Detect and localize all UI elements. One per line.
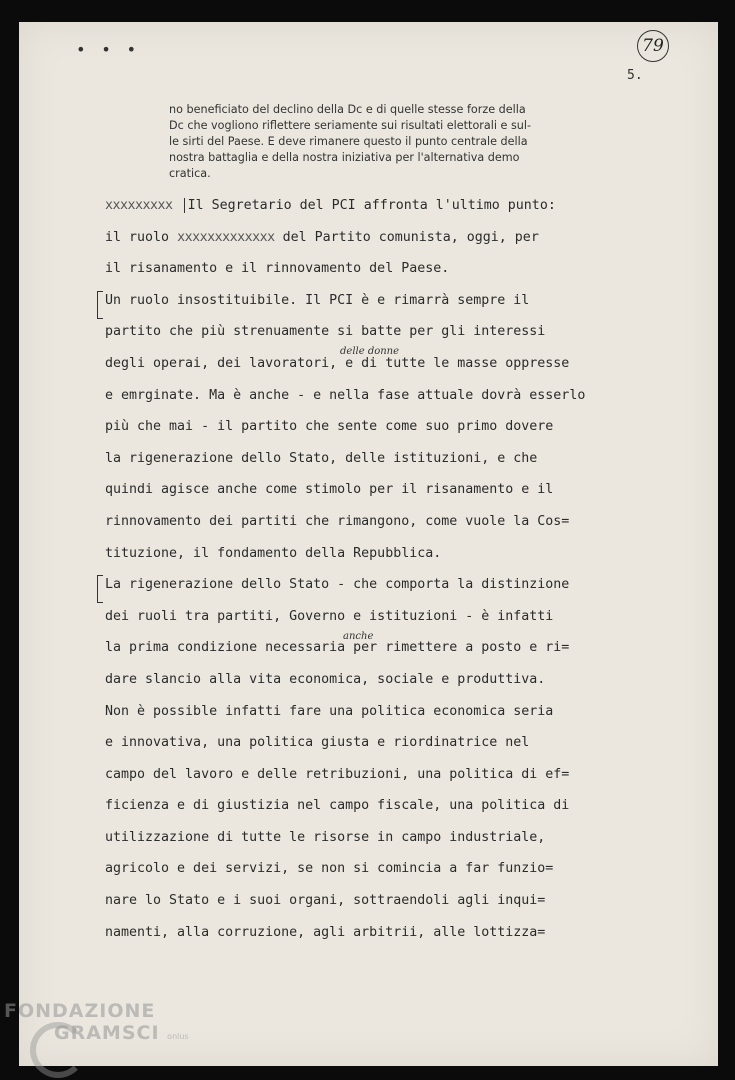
punch-dots: • • • [76, 40, 140, 59]
quote-line: le sirti del Paese. E deve rimanere questo il punto centrale della [169, 135, 528, 148]
body-line: namenti, alla corruzione, agli arbitrii, alle lottizza= [105, 924, 546, 940]
watermark-line1: FONDAZIONE [4, 1000, 156, 1022]
document-page [19, 22, 718, 1066]
paragraph-bracket [97, 291, 103, 319]
watermark-gramsci: GRAMSCI [54, 1022, 160, 1044]
body-line [105, 190, 585, 222]
body-line [105, 632, 585, 664]
handwritten-insert-anche: anche [343, 631, 374, 643]
body-text: la prima condizione necessaria per rimettere a posto e ri= [105, 640, 570, 656]
body-line: dei ruoli tra partiti, Governo e istituzioni - è infatti [105, 608, 554, 624]
body-text: degli operai, dei lavoratori, e di tutte le masse oppresse [105, 355, 570, 371]
struck-text: xxxxxxxxxxxxx [177, 229, 275, 245]
body-line: quindi agisce anche come stimolo per il risanamento e il [105, 482, 554, 498]
body-line: tituzione, il fondamento della Repubblica. [105, 545, 442, 561]
body-text: Il Segretario del PCI affronta l'ultimo punto: [184, 198, 556, 213]
quote-line: no beneficiato del declino della Dc e di quelle stesse forze della [169, 103, 526, 116]
body-line: più che mai - il partito che sente come suo primo dovere [105, 419, 554, 435]
watermark-onlus: onlus [167, 1032, 189, 1041]
body-text: La rigenerazione dello Stato - che comporta la distinzione [105, 577, 570, 593]
body-line [105, 345, 585, 380]
body-line [105, 569, 585, 601]
typed-body [105, 190, 585, 948]
body-line: la rigenerazione dello Stato, delle istituzioni, e che [105, 450, 538, 466]
struck-text: xxxxxxxxx [105, 198, 173, 213]
body-line: partito che più strenuamente si batte per gli interessi [105, 324, 546, 340]
body-line: campo del lavoro e delle retribuzioni, una politica di ef= [105, 766, 570, 782]
body-line: ficienza e di giustizia nel campo fiscale, una politica di [105, 798, 570, 814]
handwritten-page-number: 79 [637, 30, 669, 62]
body-line: Non è possible infatti fare una politica economica seria [105, 703, 554, 719]
body-line: dare slancio alla vita economica, sociale e produttiva. [105, 671, 546, 687]
typed-page-number: 5. [627, 68, 643, 83]
body-line: e emrginate. Ma è anche - e nella fase attuale dovrà esserlo [105, 387, 586, 403]
quote-line: nostra battaglia e della nostra iniziativa per l'alternativa demo [169, 151, 520, 164]
body-line: rinnovamento dei partiti che rimangono, come vuole la Cos= [105, 513, 570, 529]
body-text: il ruolo [105, 229, 178, 245]
body-line: nare lo Stato e i suoi organi, sottraendoli agli inqui= [105, 893, 546, 909]
paragraph-bracket [97, 575, 103, 603]
handwritten-insert-delle-donne: delle donne [340, 345, 400, 357]
watermark-line2 [4, 1022, 189, 1048]
quoted-paragraph [169, 102, 639, 182]
quote-line: cratica. [169, 167, 211, 180]
body-line [105, 285, 585, 317]
body-line: e innovativa, una politica giusta e riordinatrice nel [105, 735, 530, 751]
body-line: agricolo e dei servizi, se non si comincia a far funzio= [105, 861, 554, 877]
quote-line: Dc che vogliono riflettere seriamente sui risultati elettorali e sul- [169, 119, 532, 132]
body-line: il risanamento e il rinnovamento del Paese. [105, 261, 450, 277]
body-text: del Partito comunista, oggi, per [274, 229, 539, 245]
watermark-logo [4, 1000, 189, 1048]
body-line: utilizzazione di tutte le risorse in campo industriale, [105, 829, 546, 845]
body-text: Un ruolo insostituibile. Il PCI è e rimarrà sempre il [105, 292, 530, 308]
body-line [105, 222, 585, 254]
